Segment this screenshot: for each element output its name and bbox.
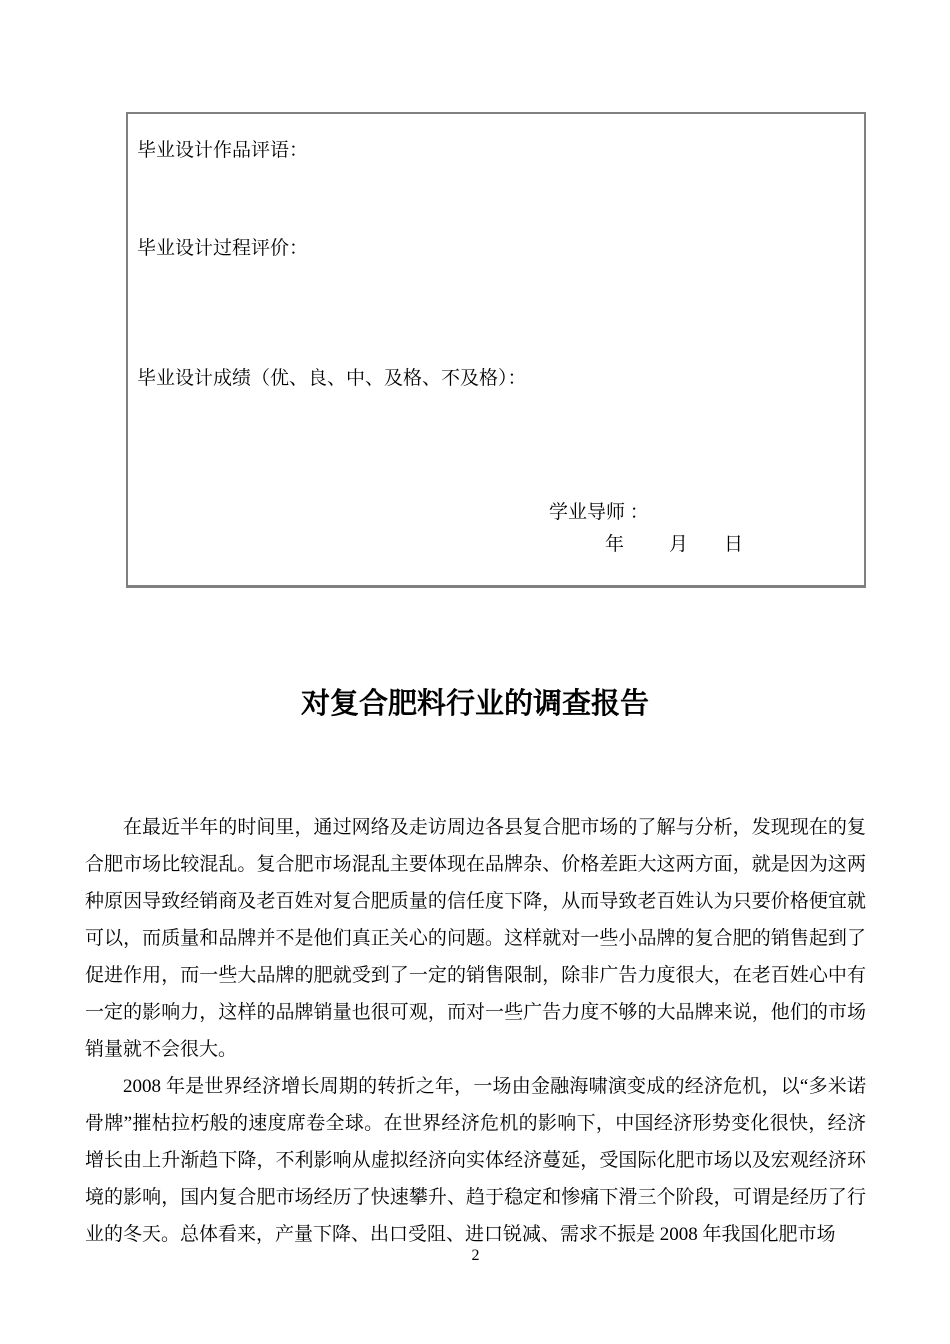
grade-label: 毕业设计成绩（优、良、中、及格、不及格）： (137, 368, 527, 389)
page-number: 2 (471, 1247, 480, 1264)
report-paragraph-1: 在最近半年的时间里，通过网络及走访周边各县复合肥市场的了解与分析，发现现在的复合肥市场比较混乱。复合肥市场混乱主要体现在品牌杂、价格差距大这两方面，就是因为这两种原因导致经销商及老百姓对复合肥质量的信任度下降，从而导致老百姓认为只要价格便宜就可以，而质量和品牌并不是他们真正关心的问题。这样就对一些小品牌的复合肥的销售起到了促进作用，而一些大品牌的肥就受到了一定的销售限制，除非广告力度很大，在老百姓心中有一定的影响力，这样的品牌销量也很可观，而对一些广告力度不够的大品牌来说，他们的市场销量就不会很大。 (85, 817, 866, 1060)
date-day-label: 日 (724, 534, 744, 555)
report-body (85, 809, 866, 1253)
process-evaluation-label: 毕业设计过程评价： (137, 238, 309, 259)
date-year-label: 年 (605, 534, 625, 555)
report-paragraph-2: 2008 年是世界经济增长周期的转折之年，一场由金融海啸演变成的经济危机，以“多米诺骨牌”摧枯拉朽般的速度席卷全球。在世界经济危机的影响下，中国经济形势变化很快，经济增长由上升渐趋下降，不利影响从虚拟经济向实体经济蔓延，受国际化肥市场以及宏观经济环境的影响，国内复合肥市场经历了快速攀升、趋于稳定和惨痛下滑三个阶段，可谓是经历了行业的冬天。总体看来，产量下降、出口受阻、进口锐减、需求不振是 2008 年我国化肥市场 (85, 1076, 866, 1245)
advisor-label: 学业导师 ： (549, 502, 649, 523)
date-line (128, 534, 864, 556)
report-title: 对复合肥料行业的调查报告 (300, 688, 649, 720)
evaluation-form-box (126, 112, 866, 588)
work-comments-label: 毕业设计作品评语： (137, 140, 309, 161)
date-month-label: 月 (669, 534, 689, 555)
